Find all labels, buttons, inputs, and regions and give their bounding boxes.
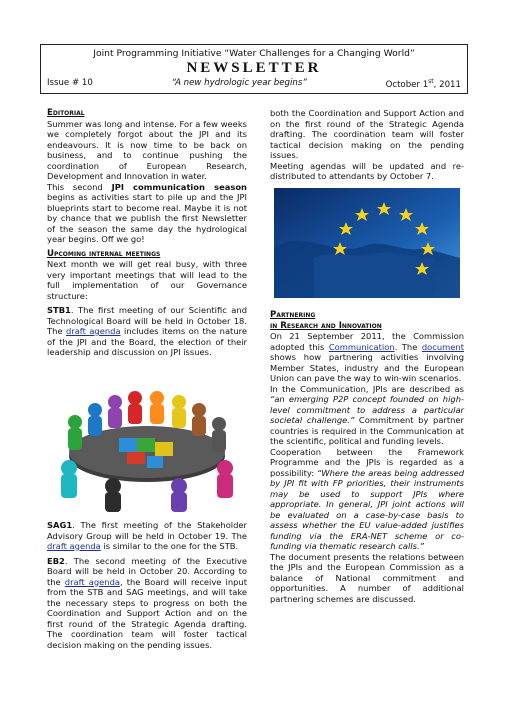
meetings-intro: Next month we will get real busy, with three very important meetings that will lead to the full implementation of our Governance structure: [47, 259, 247, 301]
stb-draft-agenda-link[interactable]: draft agenda [65, 326, 121, 336]
meetings-heading: Upcoming internal meetings [47, 248, 161, 259]
issue-number: Issue # 10 [47, 78, 93, 89]
partnering-paragraph-3: Cooperation between the Framework Programme and the JPIs is regarded as a possibility: “Where the areas being addressed by JPI fit with FP priorities, their instruments may be used to support JPIs where appropriate. In general, JPI joint actions will be evaluated on a case-by-case basis to assess whether the EU value-added justifies funding via the ERA-NET scheme or co-funding via thematic research calls.” [270, 446, 464, 551]
issue-motto: “A new hydrologic year begins” [171, 78, 307, 89]
initiative-line: Joint Programming Initiative “Water Challenges for a Changing World” [93, 48, 415, 59]
masthead-info-row [47, 78, 461, 90]
editorial-paragraph-2: This second JPI communication season begins as activities start to pile up and the JPI blueprints start to become real. Maybe it is not by chance that we publish the first Newsletter of the season the same day the hydrological year begins. Off we go! [47, 181, 247, 244]
sag-paragraph: SAG1. The first meeting of the Stakeholder Advisory Group will be held in October 19. The draft agenda is similar to the one for the STB. [47, 520, 247, 551]
eb-draft-agenda-link[interactable]: draft agenda [64, 576, 120, 587]
right-column [270, 108, 464, 604]
editorial-heading: Editorial [47, 108, 85, 118]
partnering-paragraph-4: The document presents the relations between the JPIs and the European Commission as a balance of National commitment and opportunities. A number of additional partnering schemes are discussed. [270, 551, 464, 604]
newsletter-masthead [40, 44, 468, 94]
partnering-paragraph-2: In the Communication, JPIs are described as “an emerging P2P concept founded on high-level commitment to address a particular societal challenge.” Commitment by partner countries is required in the Communication at the scientific, political and funding levels. [270, 383, 464, 446]
eb-paragraph: EB2. The second meeting of the Executive Board will be held in October 20. According to the draft agenda, the Board will receive input from the STB and SAG meetings, and will take the necessary steps to progress on both the Coordination and Support Action and on the first round of the Strategic Agenda drafting. The coordination team will foster tactical decision making on the pending issues. [47, 555, 247, 650]
sag-draft-agenda-link[interactable]: draft agenda [47, 541, 101, 551]
eb-paragraph-continued: both the Coordination and Support Action and on the first round of the Strategic Agenda drafting. The coordination team will foster tactical decision making on the pending issues. [270, 108, 464, 160]
issue-date: October 1st, 2011 [385, 78, 461, 90]
agendas-note: Meeting agendas will be updated and re-distributed to attendants by October 7. [270, 160, 464, 181]
document-link[interactable]: document [421, 341, 464, 352]
eu-europe-illustration [274, 188, 460, 298]
partnering-paragraph-1: On 21 September 2011, the Commission adopted this Communication. The document shows how partnering activities involving Member States, industry and the European Union can pave the way to win-win scenarios. [270, 331, 464, 383]
communication-link[interactable]: Communication [328, 341, 395, 352]
newsletter-title: NEWSLETTER [186, 60, 322, 76]
editorial-paragraph-1: Summer was long and intense. For a few weeks we completely forgot about the JPI and its endeavours. It is now time to be back on business, and to continue pushing the coordination of European Research, Development and Innovation in water. [47, 118, 247, 181]
left-column [47, 108, 247, 650]
stb-paragraph: STB1. The first meeting of our Scientific and Technological Board will be held in October 18. The draft agenda includes items on the nature of the JPI and the Board, the election of their leadership and discussion on JPI issues. [47, 305, 247, 357]
partnering-heading: Partnering in Research and Innovation [270, 310, 382, 331]
meeting-table-illustration [47, 364, 247, 514]
